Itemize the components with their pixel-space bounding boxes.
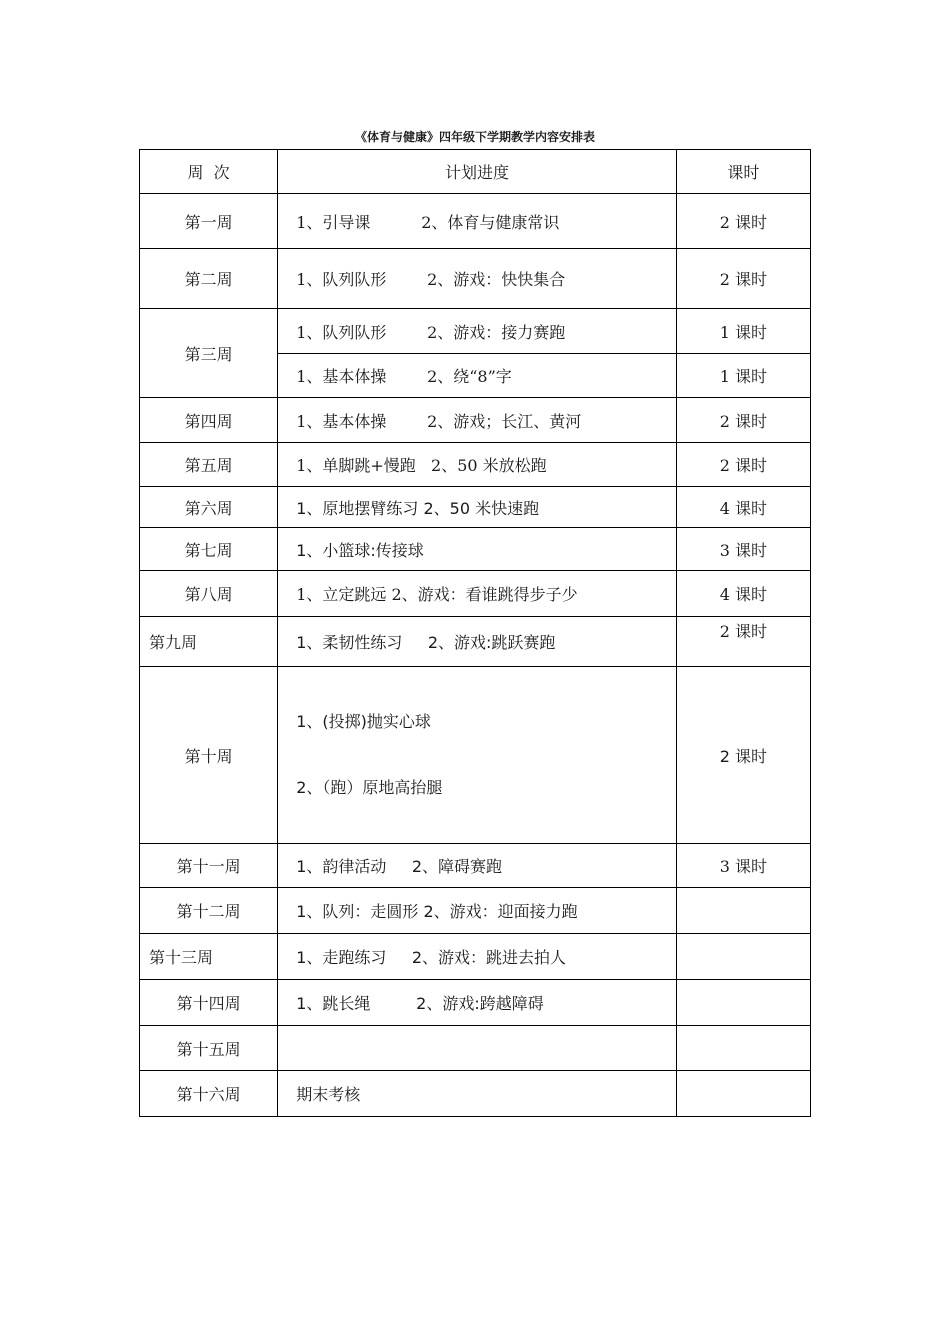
hours-cell: 4 课时: [676, 571, 810, 617]
week-cell: 第十三周: [140, 934, 278, 980]
week-cell: 第十五周: [140, 1026, 278, 1071]
table-row: [140, 398, 811, 443]
table-row: [140, 888, 811, 934]
hours-cell: [676, 934, 810, 980]
hours-cell: 2 课时: [676, 443, 810, 487]
plan-cell: 1、柔韧性练习 2、游戏:跳跃赛跑: [278, 617, 677, 667]
table-row: [140, 934, 811, 980]
week-cell: 第九周: [140, 617, 278, 667]
table-row: [140, 194, 811, 249]
table-header-row: [140, 150, 811, 194]
hours-cell: 3 课时: [676, 528, 810, 571]
week-cell: 第十周: [140, 667, 278, 844]
table-row: [140, 1026, 811, 1071]
plan-cell: 期末考核: [278, 1071, 677, 1117]
week-cell: 第三周: [140, 309, 278, 398]
plan-cell: 1、单脚跳+慢跑 2、50 米放松跑: [278, 443, 677, 487]
plan-cell: 1、小篮球:传接球: [278, 528, 677, 571]
hours-cell: [676, 980, 810, 1026]
hours-cell: 2 课时: [676, 194, 810, 249]
week-cell: 第四周: [140, 398, 278, 443]
header-hours: 课时: [676, 150, 810, 194]
document-title: 《体育与健康》四年级下学期教学内容安排表: [354, 130, 595, 144]
hours-cell: [676, 1026, 810, 1071]
plan-line: 1、(投掷)抛实心球: [296, 712, 431, 731]
week-cell: 第二周: [140, 249, 278, 309]
plan-cell: 1、立定跳远 2、游戏：看谁跳得步子少: [278, 571, 677, 617]
week-cell: 第七周: [140, 528, 278, 571]
table-row: [140, 980, 811, 1026]
table-row: [140, 443, 811, 487]
week-cell: 第十六周: [140, 1071, 278, 1117]
hours-cell: 1 课时: [676, 309, 810, 354]
hours-cell: 3 课时: [676, 844, 810, 888]
week-cell: 第五周: [140, 443, 278, 487]
table-row: [140, 1071, 811, 1117]
plan-cell: 1、队列队形 2、游戏：接力赛跑: [278, 309, 677, 354]
table-row: [140, 667, 811, 844]
hours-cell: 2 课时: [676, 617, 810, 667]
hours-cell: 4 课时: [676, 487, 810, 528]
hours-cell: [676, 888, 810, 934]
plan-cell: 1、队列：走圆形 2、游戏：迎面接力跑: [278, 888, 677, 934]
plan-cell: 1、跳长绳 2、游戏:跨越障碍: [278, 980, 677, 1026]
plan-cell: 1、基本体操 2、绕“8”字: [278, 354, 677, 398]
table-row: [140, 844, 811, 888]
plan-cell: 1、走跑练习 2、游戏：跳进去拍人: [278, 934, 677, 980]
table-row: [140, 487, 811, 528]
hours-cell: 1 课时: [676, 354, 810, 398]
week-cell: 第十二周: [140, 888, 278, 934]
week-cell: 第一周: [140, 194, 278, 249]
plan-cell: 1、韵律活动 2、障碍赛跑: [278, 844, 677, 888]
plan-cell: 1、原地摆臂练习 2、50 米快速跑: [278, 487, 677, 528]
hours-cell: [676, 1071, 810, 1117]
week-cell: 第十一周: [140, 844, 278, 888]
table-row: [140, 249, 811, 309]
plan-cell: 1、队列队形 2、游戏：快快集合: [278, 249, 677, 309]
hours-cell: 2 课时: [676, 398, 810, 443]
table-row: [140, 528, 811, 571]
hours-cell: 2 课时: [676, 667, 810, 844]
plan-cell: 1、基本体操 2、游戏；长江、黄河: [278, 398, 677, 443]
plan-cell: 1、引导课 2、体育与健康常识: [278, 194, 677, 249]
hours-cell: 2 课时: [676, 249, 810, 309]
week-cell: 第十四周: [140, 980, 278, 1026]
header-plan: 计划进度: [278, 150, 677, 194]
week-cell: 第八周: [140, 571, 278, 617]
header-week: 周 次: [140, 150, 278, 194]
plan-cell: [278, 1026, 677, 1071]
table-row: [140, 309, 811, 354]
table-row: [140, 617, 811, 667]
table-row: [140, 571, 811, 617]
plan-line: 2、（跑）原地高抬腿: [296, 778, 443, 797]
plan-cell: [278, 667, 677, 844]
week-cell: 第六周: [140, 487, 278, 528]
schedule-table: [139, 149, 811, 1117]
